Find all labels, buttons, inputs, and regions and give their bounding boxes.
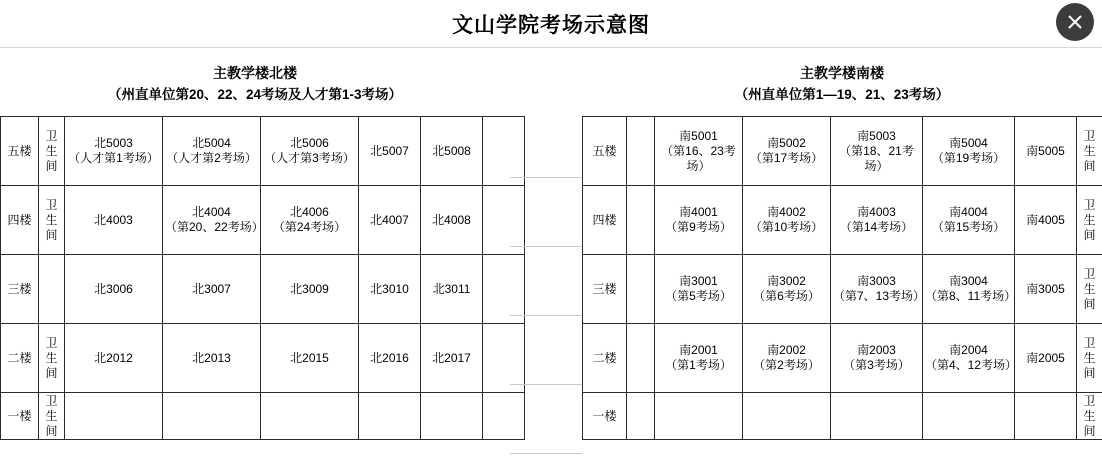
- room-name: 北5004: [165, 136, 258, 151]
- page-title: 文山学院考场示意图: [452, 9, 650, 39]
- room-exam: （第20、22考场）: [165, 220, 258, 235]
- room-cell[interactable]: [163, 186, 261, 255]
- floor-label: 一楼: [1, 393, 39, 440]
- floor-label: 二楼: [583, 324, 627, 393]
- room-cell[interactable]: [65, 255, 163, 324]
- room-cell[interactable]: [261, 117, 359, 186]
- room-cell[interactable]: [359, 324, 421, 393]
- room-cell[interactable]: [163, 393, 261, 440]
- room-cell[interactable]: [831, 393, 923, 440]
- room-name: 南2003: [833, 343, 920, 358]
- room-name: 北3011: [423, 282, 480, 297]
- room-name: 北2012: [67, 351, 160, 366]
- building-connector: [510, 48, 582, 476]
- room-cell[interactable]: [655, 393, 743, 440]
- stairwell-cell: [627, 324, 655, 393]
- room-cell[interactable]: [421, 324, 483, 393]
- room-name: 南4003: [833, 205, 920, 220]
- room-cell[interactable]: [65, 324, 163, 393]
- room-cell[interactable]: [655, 117, 743, 186]
- room-exam: （第19考场）: [925, 151, 1012, 166]
- room-cell[interactable]: [261, 255, 359, 324]
- room-cell[interactable]: [421, 255, 483, 324]
- room-cell[interactable]: [261, 324, 359, 393]
- room-cell[interactable]: [655, 324, 743, 393]
- room-name: 南5004: [925, 136, 1012, 151]
- room-cell[interactable]: [359, 255, 421, 324]
- table-row: [583, 255, 1102, 324]
- room-cell[interactable]: [923, 117, 1015, 186]
- table-row: [583, 393, 1102, 440]
- restroom-cell: 卫生间: [1077, 393, 1102, 440]
- room-exam: （第10考场）: [745, 220, 828, 235]
- room-exam: （第6考场）: [745, 289, 828, 304]
- restroom-cell: 卫生间: [39, 117, 65, 186]
- room-name: 北3010: [361, 282, 418, 297]
- room-cell[interactable]: [743, 117, 831, 186]
- room-cell[interactable]: [421, 117, 483, 186]
- floor-label: 四楼: [1, 186, 39, 255]
- room-name: 南5001: [657, 129, 740, 144]
- room-name: 北2017: [423, 351, 480, 366]
- room-cell[interactable]: [831, 255, 923, 324]
- restroom-cell: 卫生间: [1077, 186, 1102, 255]
- north-building: [0, 48, 510, 440]
- room-name: 南2005: [1017, 351, 1074, 366]
- room-name: 北4004: [165, 205, 258, 220]
- stairwell-cell: [627, 255, 655, 324]
- room-name: 北4008: [423, 213, 480, 228]
- restroom-cell: 卫生间: [39, 324, 65, 393]
- floor-label: 五楼: [583, 117, 627, 186]
- room-name: 南4001: [657, 205, 740, 220]
- south-building-subtitle: （州直单位第1—19、21、23考场）: [582, 84, 1102, 116]
- room-exam: （人才第2考场）: [165, 151, 258, 166]
- room-name: 南3002: [745, 274, 828, 289]
- room-name: 南3003: [833, 274, 920, 289]
- room-name: 南4005: [1017, 213, 1074, 228]
- room-cell[interactable]: [655, 255, 743, 324]
- room-name: 北5006: [263, 136, 356, 151]
- room-exam: （人才第1考场）: [67, 151, 160, 166]
- floorplan-content: [0, 48, 1102, 476]
- room-cell[interactable]: [163, 324, 261, 393]
- restroom-cell: 卫生间: [39, 393, 65, 440]
- room-name: 南3001: [657, 274, 740, 289]
- north-building-title: 主教学楼北楼: [0, 48, 510, 84]
- room-cell[interactable]: [743, 255, 831, 324]
- room-cell[interactable]: [359, 186, 421, 255]
- table-row: [583, 117, 1102, 186]
- room-name: 南3004: [925, 274, 1012, 289]
- room-name: 北4006: [263, 205, 356, 220]
- room-cell[interactable]: [743, 393, 831, 440]
- room-cell[interactable]: [261, 186, 359, 255]
- floor-label: 三楼: [1, 255, 39, 324]
- room-cell[interactable]: [359, 117, 421, 186]
- table-row: [1, 186, 525, 255]
- room-name: 南4002: [745, 205, 828, 220]
- restroom-cell: 卫生间: [1077, 117, 1102, 186]
- restroom-cell: 卫生间: [1077, 324, 1102, 393]
- room-cell[interactable]: [743, 186, 831, 255]
- table-row: [1, 324, 525, 393]
- table-row: [1, 255, 525, 324]
- room-name: 南4004: [925, 205, 1012, 220]
- page-header: [0, 0, 1102, 48]
- room-cell[interactable]: [163, 117, 261, 186]
- room-name: 南2001: [657, 343, 740, 358]
- room-exam: （第1考场）: [657, 358, 740, 373]
- room-name: 北3006: [67, 282, 160, 297]
- room-name: 北2016: [361, 351, 418, 366]
- room-cell[interactable]: [923, 186, 1015, 255]
- room-name: 北5008: [423, 144, 480, 159]
- restroom-cell: 卫生间: [39, 186, 65, 255]
- south-building: [582, 48, 1102, 440]
- room-cell[interactable]: [831, 186, 923, 255]
- room-exam: （第24考场）: [263, 220, 356, 235]
- table-row: [583, 324, 1102, 393]
- room-name: 北3009: [263, 282, 356, 297]
- stairwell-cell: [627, 393, 655, 440]
- table-row: [583, 186, 1102, 255]
- room-cell[interactable]: [421, 186, 483, 255]
- room-cell[interactable]: [923, 393, 1015, 440]
- restroom-cell: [39, 255, 65, 324]
- room-exam: （第17考场）: [745, 151, 828, 166]
- room-name: 南2002: [745, 343, 828, 358]
- room-exam: （第2考场）: [745, 358, 828, 373]
- room-exam: （第5考场）: [657, 289, 740, 304]
- south-building-grid: [582, 116, 1102, 440]
- room-cell[interactable]: [831, 117, 923, 186]
- floor-label: 五楼: [1, 117, 39, 186]
- room-cell[interactable]: [359, 393, 421, 440]
- stairwell-cell: [627, 117, 655, 186]
- floor-label: 一楼: [583, 393, 627, 440]
- room-cell[interactable]: [743, 324, 831, 393]
- floor-label: 四楼: [583, 186, 627, 255]
- north-building-subtitle: （州直单位第20、22、24考场及人才第1-3考场）: [0, 84, 510, 116]
- room-exam: （第9考场）: [657, 220, 740, 235]
- table-row: [1, 117, 525, 186]
- table-row: [1, 393, 525, 440]
- room-name: 北5007: [361, 144, 418, 159]
- stairwell-cell: [627, 186, 655, 255]
- room-cell[interactable]: [923, 324, 1015, 393]
- room-name: 南5003: [833, 129, 920, 144]
- room-name: 北2013: [165, 351, 258, 366]
- room-exam: （第18、21考场）: [833, 144, 920, 174]
- room-cell[interactable]: [923, 255, 1015, 324]
- restroom-cell: 卫生间: [1077, 255, 1102, 324]
- north-building-grid: [0, 116, 525, 440]
- room-name: 南5005: [1017, 144, 1074, 159]
- room-cell[interactable]: [163, 255, 261, 324]
- room-cell[interactable]: [1015, 117, 1077, 186]
- room-exam: （第16、23考场）: [657, 144, 740, 174]
- room-cell[interactable]: [65, 117, 163, 186]
- room-cell[interactable]: [831, 324, 923, 393]
- room-cell[interactable]: [1015, 393, 1077, 440]
- room-exam: （第7、13考场）: [833, 289, 920, 304]
- room-exam: （第4、12考场）: [925, 358, 1012, 373]
- close-icon[interactable]: [1056, 3, 1094, 41]
- room-exam: （第8、11考场）: [925, 289, 1012, 304]
- room-name: 北4003: [67, 213, 160, 228]
- room-name: 北2015: [263, 351, 356, 366]
- room-cell[interactable]: [655, 186, 743, 255]
- floor-label: 二楼: [1, 324, 39, 393]
- room-cell[interactable]: [421, 393, 483, 440]
- room-exam: （第15考场）: [925, 220, 1012, 235]
- room-name: 南5002: [745, 136, 828, 151]
- room-name: 南2004: [925, 343, 1012, 358]
- room-cell[interactable]: [1015, 324, 1077, 393]
- room-cell[interactable]: [65, 393, 163, 440]
- room-cell[interactable]: [1015, 255, 1077, 324]
- room-cell[interactable]: [1015, 186, 1077, 255]
- room-name: 北5003: [67, 136, 160, 151]
- room-name: 北3007: [165, 282, 258, 297]
- floor-label: 三楼: [583, 255, 627, 324]
- room-cell[interactable]: [261, 393, 359, 440]
- room-name: 南3005: [1017, 282, 1074, 297]
- south-building-title: 主教学楼南楼: [582, 48, 1102, 84]
- room-exam: （第3考场）: [833, 358, 920, 373]
- room-exam: （人才第3考场）: [263, 151, 356, 166]
- room-cell[interactable]: [65, 186, 163, 255]
- room-exam: （第14考场）: [833, 220, 920, 235]
- room-name: 北4007: [361, 213, 418, 228]
